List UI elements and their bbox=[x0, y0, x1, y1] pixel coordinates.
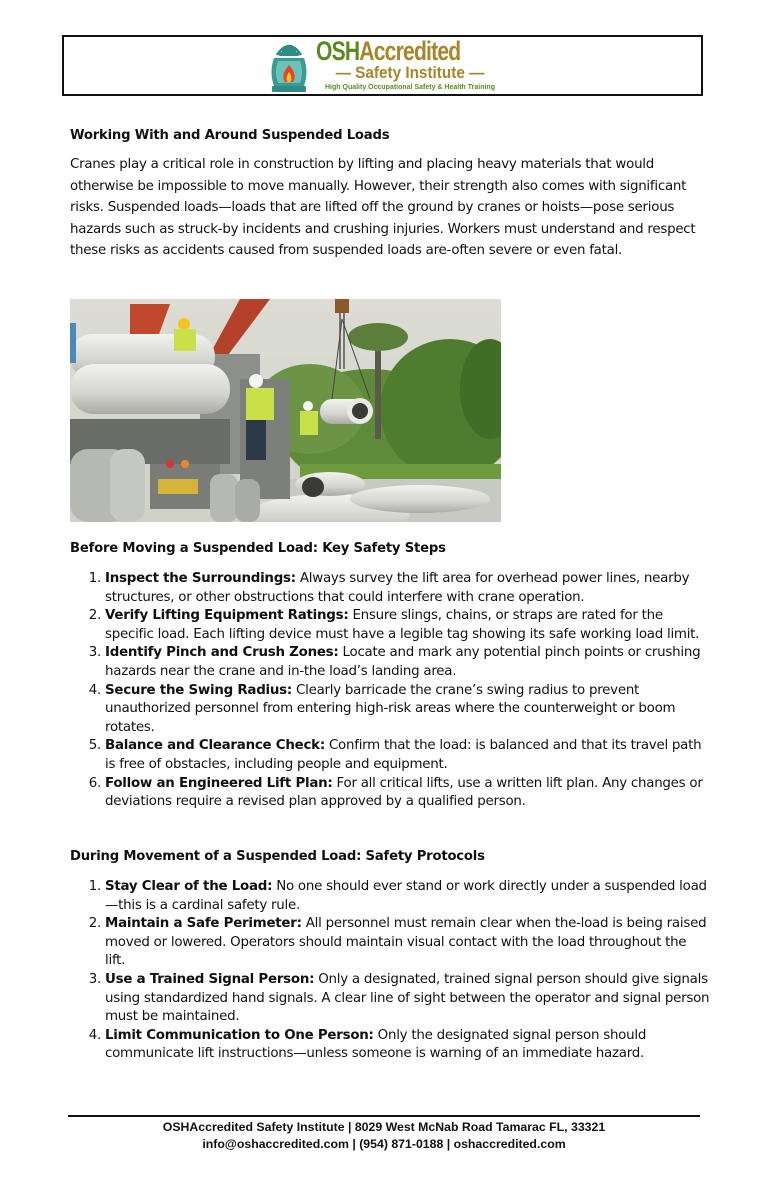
list-item: 2. Verify Lifting Equipment Ratings: Ensure slings, chains, or straps are rated for the specific load. Each lifting device must have a legible tag showing its safe working load limit. bbox=[105, 607, 710, 644]
logo-subtitle: — Safety Institute — bbox=[335, 63, 485, 82]
logo-brand-osh: OSH bbox=[316, 36, 360, 66]
logo bbox=[264, 37, 506, 95]
intro-section bbox=[70, 126, 710, 262]
list-item: 4. Secure the Swing Radius: Clearly barricade the crane’s swing radius to prevent unauthorized personnel from entering high-risk areas where the counterweight or boom rotates. bbox=[105, 682, 710, 738]
logo-brand bbox=[316, 36, 460, 66]
list-item: 5. Balance and Clearance Check: Confirm that the load: is balanced and that its travel path is free of obstacles, including people and equipment. bbox=[105, 737, 710, 774]
before-moving-section bbox=[70, 539, 710, 812]
intro-paragraph: Cranes play a critical role in construction by lifting and placing heavy materials that would otherwise be impossible to move manually. However, their strength also comes with significant risks. Suspended loads—loads that are lifted off the ground by cranes or hoists—pose serious hazards such as struck-by incidents and crushing injuries. Workers must understand and respect these risks as accidents caused from suspended loads are-often severe or even fatal. bbox=[70, 157, 696, 259]
during-section-title: During Movement of a Suspended Load: Safety Protocols bbox=[70, 849, 485, 864]
lantern-flame-icon bbox=[264, 37, 314, 95]
list-item: 3. Identify Pinch and Crush Zones: Locate and mark any potential pinch points or crushing hazards near the crane and in-the load’s landing area. bbox=[105, 644, 710, 681]
during-protocols-list bbox=[70, 878, 710, 1064]
footer-address: OSHAccredited Safety Institute | 8029 West McNab Road Tamarac FL, 33321 bbox=[162, 1120, 606, 1134]
list-item: 1. Inspect the Surroundings: Always survey the lift area for overhead power lines, nearby structures, or other obstructions that could interfere with crane operation. bbox=[105, 570, 710, 607]
before-steps-list bbox=[70, 570, 710, 812]
list-item: 6. Follow an Engineered Lift Plan: For all critical lifts, use a written lift plan. Any changes or deviations require a revised plan approved by a qualified person. bbox=[105, 775, 710, 812]
footer-contact: info@oshaccredited.com | (954) 871-0188 | oshaccredited.com bbox=[202, 1137, 566, 1151]
list-item: 3. Use a Trained Signal Person: Only a designated, trained signal person should give signals using standardized hand signals. A clear line of sight between the operator and signal person must be maintained. bbox=[105, 971, 710, 1027]
footer bbox=[0, 1119, 768, 1153]
during-movement-section bbox=[70, 847, 710, 1064]
footer-divider bbox=[68, 1115, 700, 1117]
logo-text bbox=[314, 37, 506, 95]
logo-tagline: High Quality Occupational Safety & Health Training bbox=[325, 84, 495, 91]
list-item: 2. Maintain a Safe Perimeter: All personnel must remain clear when the-load is being raised moved or lowered. Operators should maintain visual contact with the load throughout the lift. bbox=[105, 915, 710, 971]
before-section-title: Before Moving a Suspended Load: Key Safety Steps bbox=[70, 541, 446, 556]
list-item: 4. Limit Communication to One Person: Only the designated signal person should communicate lift instructions—unless someone is warning of an immediate hazard. bbox=[105, 1027, 710, 1064]
intro-title: Working With and Around Suspended Loads bbox=[70, 128, 390, 143]
list-item: 1. Stay Clear of the Load: No one should ever stand or work directly under a suspended load—this is a cardinal safety rule. bbox=[105, 878, 710, 915]
construction-photo bbox=[70, 299, 501, 522]
crane-lifting-pipe-illustration bbox=[70, 299, 501, 522]
logo-brand-accredited: Accredited bbox=[359, 36, 461, 66]
